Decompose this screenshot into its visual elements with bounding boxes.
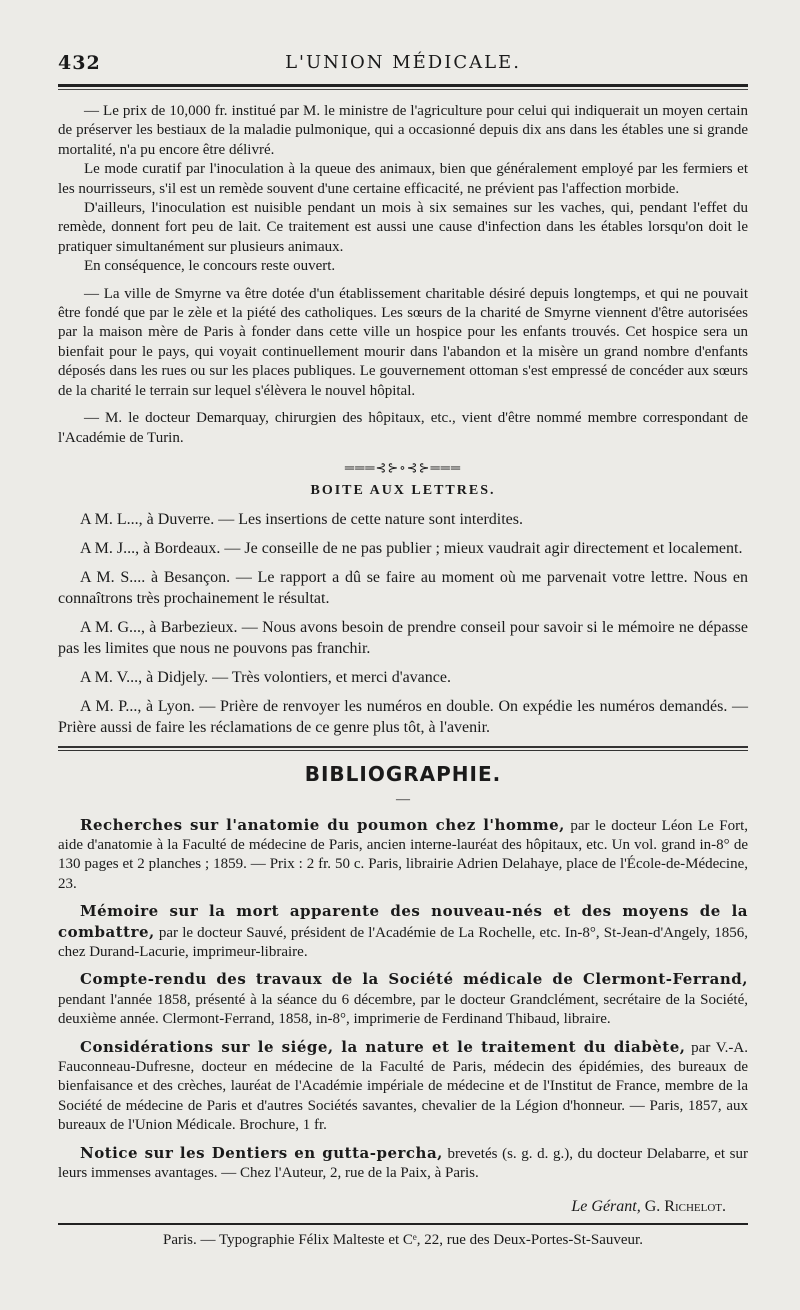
- letter-item: A M. G..., à Barbezieux. — Nous avons besoin de prendre conseil pour savoir si le mémoire ne dépasse pas les limites que nous ne pouvons pas franchir.: [58, 618, 748, 657]
- bibliography-entry: [58, 902, 748, 962]
- letter-item: A M. S.... à Besançon. — Le rapport a dû se faire au moment où me parvenait votre lettre. Nous en connaîtrons très prochainement le résultat.: [58, 568, 748, 607]
- footer-rule: [58, 1223, 748, 1225]
- news-paragraph: D'ailleurs, l'inoculation est nuisible pendant un mois à six semaines sur les vaches, qui, pendant l'effet du remède, donnent fort peu de lait. Ce traitement est aussi une cause d'infection dans les étables lorsqu'on doit le pratiquer simultanément sur plusieurs animaux.: [58, 200, 748, 255]
- entry-text: par le docteur Sauvé, président de l'Académie de La Rochelle, etc. In-8°, St-Jean-d'Angely, 1856, chez Durand-Lacurie, imprimeur-libraire.: [58, 924, 748, 960]
- entry-title: Notice sur les Dentiers en gutta-percha,: [80, 1143, 443, 1162]
- entry-text: brevetés (s. g. d. g.), du docteur Delabarre, et sur leurs immenses avantages. — Chez l'Auteur, 2, rue de la Paix, à Paris.: [58, 1145, 749, 1182]
- entry-title: Considérations sur le siége, la nature et le traitement du diabète,: [80, 1037, 686, 1056]
- running-header: [58, 40, 748, 80]
- section-rule-thin: [58, 750, 748, 751]
- news-paragraph: — La ville de Smyrne va être dotée d'un établissement charitable désiré depuis longtemps, et qui ne pouvait être fondé que par le zèle et la piété des catholiques. Les sœurs de la charité de Smyrne viennent d'être autorisées par la maison mère de Paris à fonder dans cette ville un hospice pour les enfants trouvés. Cet hospice sera un bienfait pour le pays, qui voyait continuellement mourir dans l'abandon et la misère un grand nombre d'enfants déposés dans les rues ou sur les places publiques. Le gouvernement ottoman s'est empressé de concéder aux sœurs de la charité le terrain sur lequel s'élèvera le nouvel hôpital.: [58, 285, 748, 399]
- letters-title: BOITE AUX LETTRES.: [310, 483, 496, 499]
- letter-item: A M. L..., à Duverre. — Les insertions de cette nature sont interdites.: [80, 510, 523, 528]
- news-paragraph: — Le prix de 10,000 fr. institué par M. le ministre de l'agriculture pour celui qui indiquerait un moyen certain de préserver les bestiaux de la maladie pulmonique, qui a occasionné depuis dix ans dans les étables une si grande mortalité, n'a pu encore être délivré.: [58, 103, 748, 158]
- page-number: 432: [58, 52, 101, 74]
- bibliography-title: BIBLIOGRAPHIE.: [304, 761, 502, 786]
- letter-item: A M. J..., à Bordeaux. — Je conseille de ne pas publier ; mieux vaudrait agir directement et localement.: [80, 539, 743, 557]
- bibliography-entry: [58, 1038, 748, 1136]
- entry-text: pendant l'année 1858, présenté à la séance du 6 décembre, par le docteur Grandclément, secrétaire de la Société, deuxième année. Clermont-Ferrand, 1858, in-8°, imprimerie de Ferdinand Thibaud, libraire.: [58, 991, 748, 1028]
- letter-item: A M. V..., à Didjely. — Très volontiers, et merci d'avance.: [80, 668, 451, 686]
- entry-text: par V.-A. Fauconneau-Dufresne, docteur en médecine de la Faculté de Paris, médecin des épidémies, des bureaux de bienfaisance et des crèches, lauréat de l'Académie impériale de médecine et de l'Institut de France, membre de la Société de médecine de Paris et d'autres Sociétés savantes, chevalier de la Légion d'honneur. — Paris, 1857, aux bureaux de l'Union Médicale. Brochure, 1 fr.: [58, 1039, 749, 1134]
- bibliography-section: [58, 816, 748, 1184]
- header-rule-thin: [58, 89, 748, 90]
- signature: [58, 1197, 726, 1216]
- printer-imprint: Paris. — Typographie Félix Malteste et Cᵉ, 22, rue des Deux-Portes-St-Sauveur.: [163, 1231, 643, 1248]
- news-paragraph: — M. le docteur Demarquay, chirurgien des hôpitaux, etc., vient d'être nommé membre correspondant de l'Académie de Turin.: [58, 410, 748, 446]
- bibliography-entry: [58, 1144, 748, 1184]
- ornament-divider: ═══⊰⊱∘⊰⊱═══: [344, 459, 462, 475]
- letters-section: [58, 509, 748, 738]
- news-section: [58, 102, 748, 448]
- news-paragraph: Le mode curatif par l'inoculation à la queue des animaux, bien que généralement employé par les fermiers et les nourrisseurs, s'il est un remède souvent d'une certaine efficacité, ne prévient pas l'affection morbide.: [58, 161, 748, 197]
- bibliography-entry: [58, 816, 748, 895]
- signature-label: Le Gérant,: [571, 1198, 641, 1216]
- entry-title: Recherches sur l'anatomie du poumon chez l'homme,: [80, 815, 565, 834]
- journal-title: L'UNION MÉDICALE.: [285, 52, 521, 73]
- signature-name: G. Richelot.: [644, 1198, 726, 1216]
- entry-title: Compte-rendu des travaux de la Société médicale de Clermont-Ferrand,: [80, 970, 748, 989]
- news-paragraph: En conséquence, le concours reste ouvert.: [84, 258, 336, 275]
- header-rule: [58, 84, 748, 87]
- bibliography-dash: —: [396, 792, 410, 808]
- entry-title: Mémoire sur la mort apparente des nouveau-nés et des moyens de la combattre,: [58, 902, 748, 941]
- entry-text: par le docteur Léon Le Fort, aide d'anatomie à la Faculté de médecine de Paris, ancien interne-lauréat des hôpitaux, etc. Un vol. grand in-8° de 130 pages et 2 planches ; 1859. — Prix : 2 fr. 50 c. Paris, librairie Adrien Delahaye, place de l'École-de-Médecine, 23.: [58, 817, 748, 892]
- bibliography-entry: [58, 970, 748, 1029]
- letter-item: A M. P..., à Lyon. — Prière de renvoyer les numéros en double. On expédie les numéros demandés. — Prière aussi de faire les réclamations de ce genre plus tôt, à l'avenir.: [58, 697, 748, 736]
- section-rule: [58, 746, 748, 748]
